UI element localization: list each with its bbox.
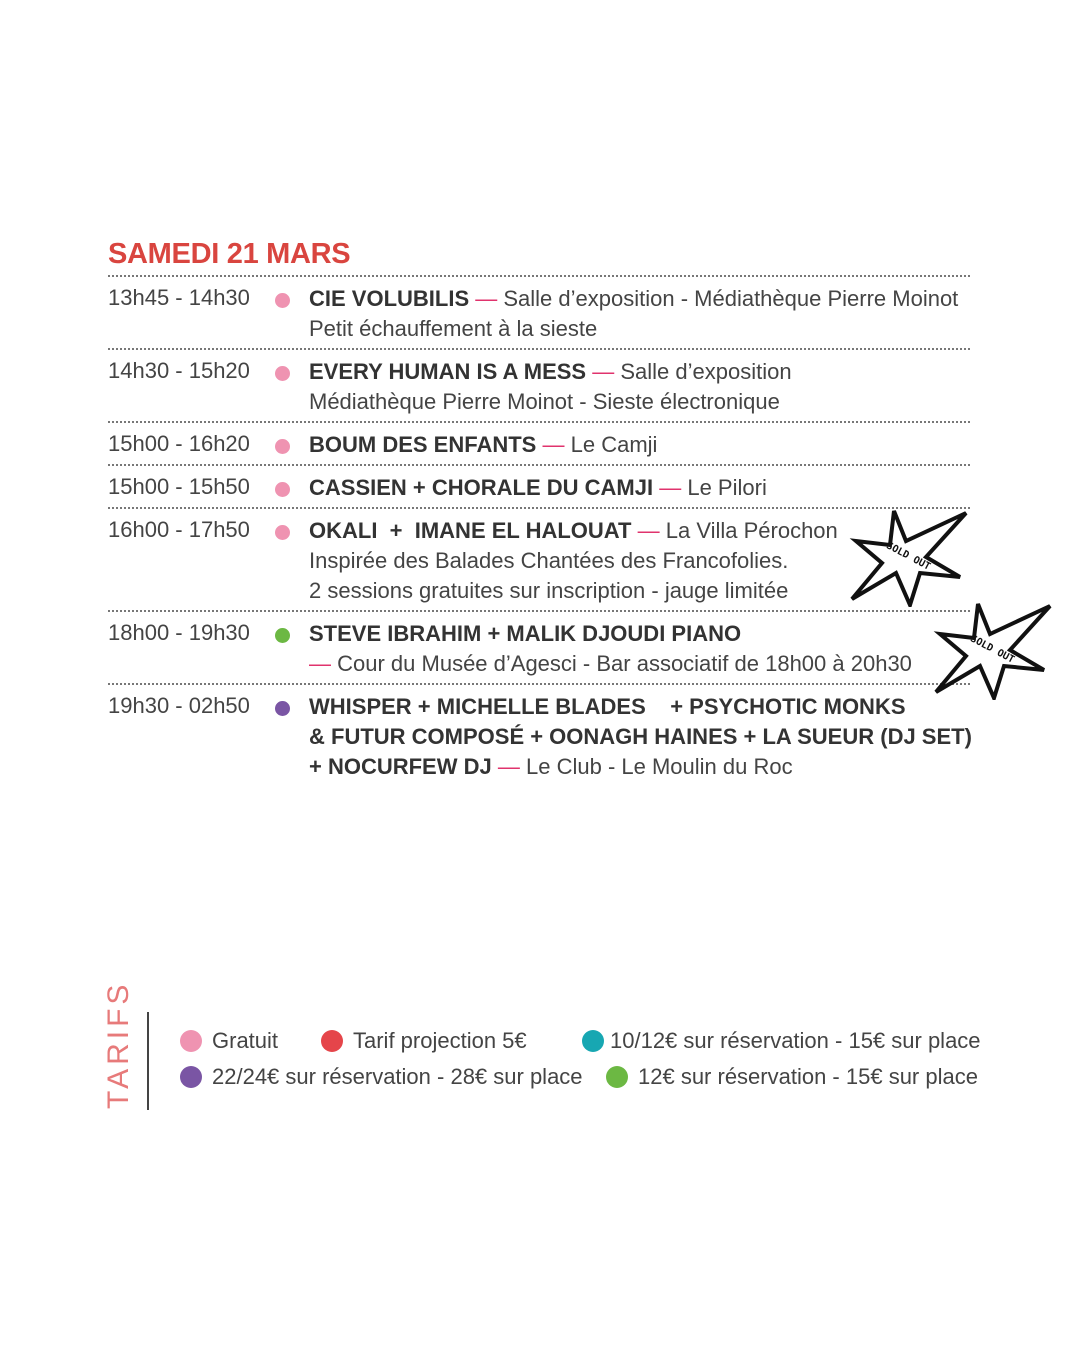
legend-label: Tarif projection 5€ (353, 1028, 527, 1053)
event-description: Médiathèque Pierre Moinot - Sieste électronique (309, 389, 780, 414)
day-title: SAMEDI 21 MARS (108, 238, 351, 270)
time-slot: 14h30 - 15h20 (108, 358, 250, 383)
event-description: 2 sessions gratuites sur inscription - jauge limitée (309, 578, 789, 603)
sold-out-label: SOLD OUT (968, 633, 1017, 666)
legend-item (180, 1028, 278, 1054)
event-description: Petit échauffement à la sieste (309, 316, 598, 341)
legend-label: Gratuit (212, 1028, 279, 1053)
artist-name: & FUTUR COMPOSÉ + OONAGH HAINES + LA SUEUR (DJ SET) (309, 724, 972, 749)
price-dot-icon (582, 1030, 604, 1052)
artist-name: EVERY HUMAN IS A MESS (309, 359, 587, 384)
sold-out-star-icon (848, 507, 970, 607)
legend-item (321, 1028, 527, 1054)
artist-name: BOUM DES ENFANTS (309, 432, 537, 457)
time-slot: 16h00 - 17h50 (108, 517, 250, 542)
legend-label: 10/12€ sur réservation - 15€ sur place (610, 1028, 981, 1053)
artist-name: CASSIEN + CHORALE DU CAMJI (309, 475, 654, 500)
legend-item (606, 1064, 978, 1090)
legend-item (180, 1064, 583, 1090)
tarifs-label: TARIFS (102, 980, 135, 1109)
price-dot-icon (275, 293, 290, 308)
price-dot-icon (180, 1066, 202, 1088)
artist-name: WHISPER + MICHELLE BLADES + PSYCHOTIC MONKS (309, 694, 906, 719)
artist-name: OKALI + IMANE EL HALOUAT (309, 518, 632, 543)
dash-separator: — (592, 359, 615, 384)
legend-label: 12€ sur réservation - 15€ sur place (638, 1064, 978, 1089)
tarifs-legend (100, 980, 981, 1110)
sold-out-label: SOLD OUT (884, 540, 933, 573)
price-dot-icon (180, 1030, 202, 1052)
venue: La Villa Pérochon (665, 518, 838, 543)
artist-name: STEVE IBRAHIM + MALIK DJOUDI PIANO (309, 621, 742, 646)
schedule-row (108, 350, 970, 423)
venue: Le Camji (570, 432, 658, 457)
schedule-row (108, 685, 970, 786)
venue: Salle d’exposition (620, 359, 792, 384)
price-dot-icon (275, 482, 290, 497)
dash-separator: — (309, 651, 331, 676)
price-dot-icon (321, 1030, 343, 1052)
price-dot-icon (275, 525, 290, 540)
dash-separator: — (659, 475, 682, 500)
schedule-list (108, 275, 1017, 786)
venue: Cour du Musée d’Agesci - Bar associatif de 18h00 à 20h30 (337, 651, 912, 676)
price-dot-icon (275, 628, 290, 643)
dash-separator: — (637, 518, 660, 543)
schedule-row (108, 509, 970, 612)
price-dot-icon (275, 366, 290, 381)
price-dot-icon (275, 701, 290, 716)
venue: Le Club - Le Moulin du Roc (526, 754, 793, 779)
venue: Le Pilori (687, 475, 767, 500)
schedule-row (108, 277, 970, 350)
time-slot: 15h00 - 15h50 (108, 474, 250, 499)
event-description: Inspirée des Balades Chantées des Francofolies. (309, 548, 789, 573)
artist-name: + NOCURFEW DJ (309, 754, 492, 779)
schedule-row (108, 466, 970, 509)
price-dot-icon (606, 1066, 628, 1088)
price-dot-icon (275, 439, 290, 454)
time-slot: 19h30 - 02h50 (108, 693, 250, 718)
legend-item (582, 1028, 981, 1054)
time-slot: 18h00 - 19h30 (108, 620, 250, 645)
artist-name: CIE VOLUBILIS (309, 286, 470, 311)
divider (147, 1012, 149, 1110)
dash-separator: — (497, 754, 520, 779)
dash-separator: — (542, 432, 565, 457)
venue: Salle d’exposition - Médiathèque Pierre Moinot (503, 286, 959, 311)
legend-label: 22/24€ sur réservation - 28€ sur place (212, 1064, 583, 1089)
dash-separator: — (475, 286, 498, 311)
schedule-row (108, 423, 970, 466)
schedule-row (108, 612, 1017, 685)
time-slot: 15h00 - 16h20 (108, 431, 250, 456)
time-slot: 13h45 - 14h30 (108, 285, 250, 310)
